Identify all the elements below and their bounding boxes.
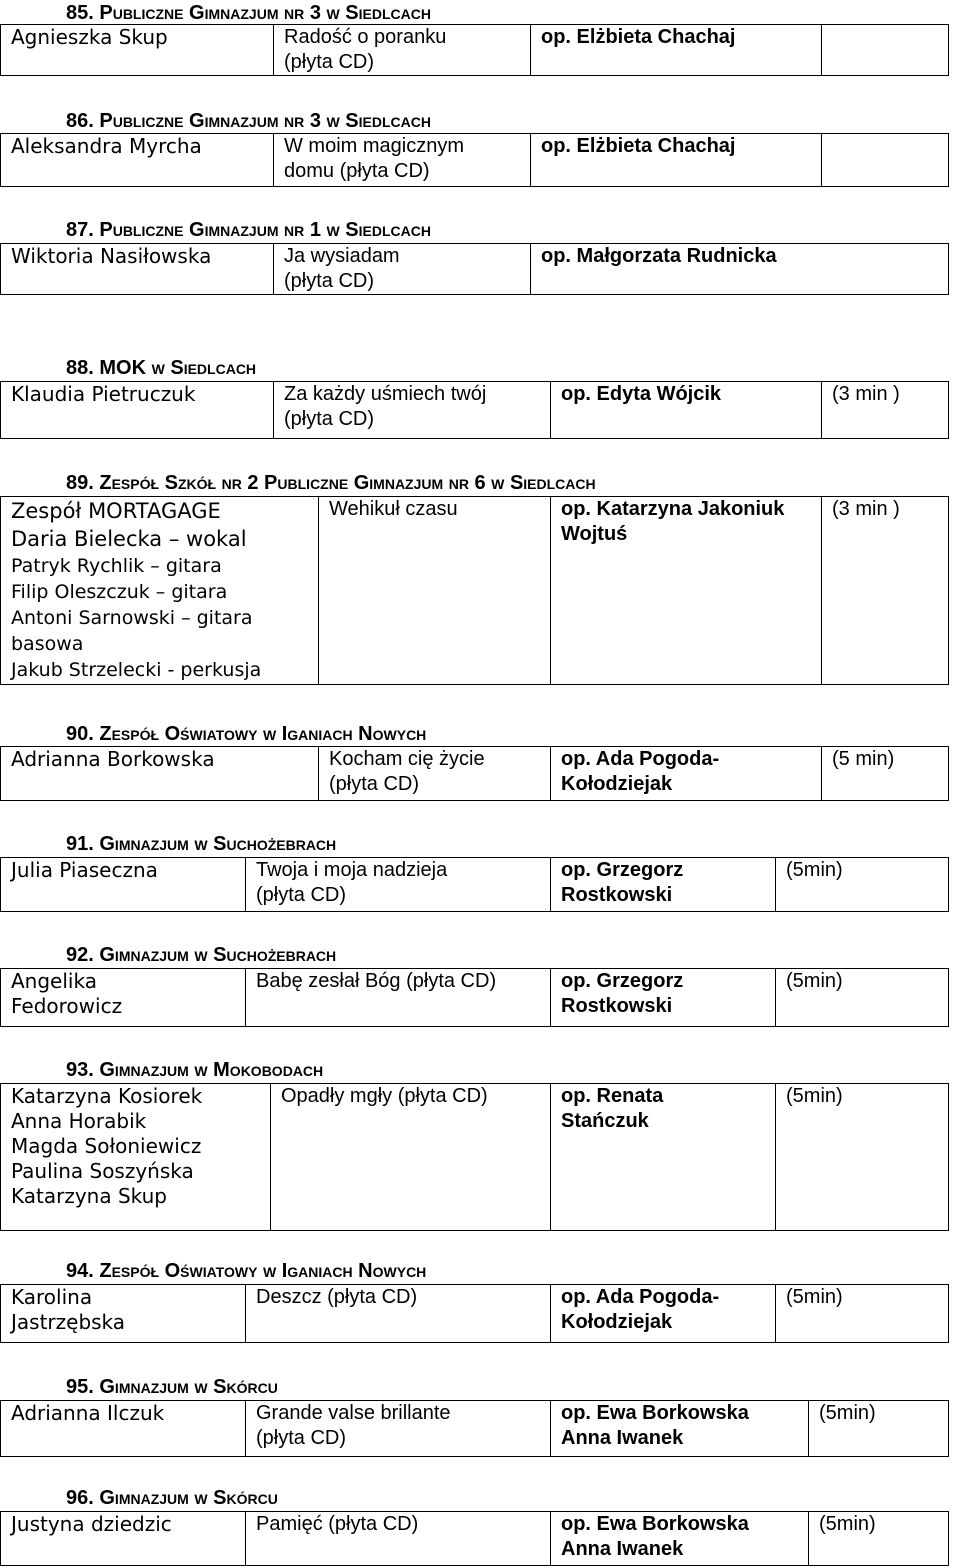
duration-cell: (5min) (776, 1285, 949, 1343)
performer-cell: Angelika Fedorowicz (1, 969, 246, 1027)
school-name: Publiczne Gimnazjum nr 1 w Siedlcach (99, 219, 431, 241)
song-title-cell: Opadły mgły (płyta CD) (271, 1084, 551, 1231)
school-name: Gimnazjum w Suchożebrach (99, 833, 337, 855)
entry-header (66, 1487, 278, 1509)
song-title-cell: Pamięć (płyta CD) (246, 1512, 551, 1566)
teacher-cell: op. Renata Stańczuk (551, 1084, 776, 1231)
performer-cell: Karolina Jastrzębska (1, 1285, 246, 1343)
school-name: Gimnazjum w Skórcu (99, 1376, 278, 1398)
entry-number: 96. (66, 1487, 94, 1509)
song-title-cell: Babę zesłał Bóg (płyta CD) (246, 969, 551, 1027)
entry-row (0, 1511, 949, 1566)
entry-number: 94. (66, 1260, 94, 1282)
teacher-cell: op. Grzegorz Rostkowski (551, 969, 776, 1027)
performer-cell: Adrianna Ilczuk (1, 1401, 246, 1457)
teacher-cell: op. Ada Pogoda- Kołodziejak (551, 747, 822, 801)
entry-number: 91. (66, 833, 94, 855)
entry-number: 92. (66, 944, 94, 966)
teacher-cell: op. Małgorzata Rudnicka (531, 244, 949, 295)
school-name: Zespół Szkół nr 2 Publiczne Gimnazjum nr 6 w Siedlcach (99, 472, 596, 494)
entry-number: 86. (66, 110, 94, 132)
duration-cell: (5min) (776, 858, 949, 912)
duration-cell: (5min) (809, 1401, 949, 1457)
entry-row (0, 746, 949, 801)
entry-header (66, 1059, 323, 1081)
band-members: Patryk Rychlik – gitara Filip Oleszczuk – gitara Antoni Sarnowski – gitara basowa Jakub Strzelecki - perkusja (11, 555, 262, 681)
entry-header (66, 110, 431, 132)
duration-cell: (5 min) (822, 747, 949, 801)
entry-row (0, 381, 949, 439)
school-name: Gimnazjum w Skórcu (99, 1487, 278, 1509)
song-title-cell: Deszcz (płyta CD) (246, 1285, 551, 1343)
entry-header (66, 723, 426, 745)
school-name: Zespół Oświatowy w Iganiach Nowych (99, 1260, 427, 1282)
performer-cell: Katarzyna Kosiorek Anna Horabik Magda Sołoniewicz Paulina Soszyńska Katarzyna Skup (1, 1084, 271, 1231)
performer-cell: Aleksandra Myrcha (1, 134, 274, 187)
entry-header (66, 2, 431, 24)
song-title-cell: Grande valse brillante (płyta CD) (246, 1401, 551, 1457)
entry-number: 85. (66, 2, 94, 24)
band-name: Zespół MORTAGAGE Daria Bielecka – wokal (11, 499, 247, 551)
duration-cell (822, 25, 949, 76)
performer-cell: Agnieszka Skup (1, 25, 274, 76)
performer-cell: Justyna dziedzic (1, 1512, 246, 1566)
duration-cell: (5min) (776, 1084, 949, 1231)
teacher-cell: op. Elżbieta Chachaj (531, 134, 822, 187)
school-name: Gimnazjum w Mokobodach (99, 1059, 324, 1081)
teacher-cell: op. Ewa Borkowska Anna Iwanek (551, 1512, 809, 1566)
entry-number: 90. (66, 723, 94, 745)
school-name: MOK w Siedlcach (99, 357, 257, 379)
song-title-cell: Radość o poranku (płyta CD) (274, 25, 531, 76)
entry-number: 88. (66, 357, 94, 379)
duration-cell (822, 134, 949, 187)
entry-row (0, 243, 949, 295)
song-title-cell: Ja wysiadam (płyta CD) (274, 244, 531, 295)
entry-row (0, 1083, 949, 1231)
school-name: Gimnazjum w Suchożebrach (99, 944, 337, 966)
duration-cell: (3 min ) (822, 382, 949, 439)
entry-number: 95. (66, 1376, 94, 1398)
teacher-cell: op. Elżbieta Chachaj (531, 25, 822, 76)
entry-row (0, 968, 949, 1027)
entry-number: 93. (66, 1059, 94, 1081)
performer-cell: Adrianna Borkowska (1, 747, 319, 801)
school-name: Publiczne Gimnazjum nr 3 w Siedlcach (99, 2, 431, 24)
entry-header (66, 357, 256, 379)
performer-cell: Julia Piaseczna (1, 858, 246, 912)
entry-header (66, 944, 336, 966)
entry-row (0, 1400, 949, 1457)
school-name: Publiczne Gimnazjum nr 3 w Siedlcach (99, 110, 431, 132)
entry-header (66, 472, 596, 494)
entry-header (66, 833, 336, 855)
song-title-cell: Kocham cię życie (płyta CD) (319, 747, 551, 801)
school-name: Zespół Oświatowy w Iganiach Nowych (99, 723, 427, 745)
teacher-cell: op. Grzegorz Rostkowski (551, 858, 776, 912)
entry-number: 87. (66, 219, 94, 241)
performer-cell: Klaudia Pietruczuk (1, 382, 274, 439)
performer-cell: Wiktoria Nasiłowska (1, 244, 274, 295)
teacher-cell: op. Katarzyna Jakoniuk Wojtuś (551, 497, 822, 685)
entry-row (0, 1284, 949, 1343)
entry-row (0, 24, 949, 76)
song-title-cell: Wehikuł czasu (319, 497, 551, 685)
entry-row (0, 857, 949, 912)
teacher-cell: op. Ada Pogoda- Kołodziejak (551, 1285, 776, 1343)
duration-cell: (5min) (776, 969, 949, 1027)
duration-cell: (3 min ) (822, 497, 949, 685)
entry-row (0, 496, 949, 685)
entry-header (66, 1376, 278, 1398)
teacher-cell: op. Ewa Borkowska Anna Iwanek (551, 1401, 809, 1457)
song-title-cell: Twoja i moja nadzieja (płyta CD) (246, 858, 551, 912)
entry-row (0, 133, 949, 187)
duration-cell: (5min) (809, 1512, 949, 1566)
teacher-cell: op. Edyta Wójcik (551, 382, 822, 439)
entry-header (66, 219, 431, 241)
song-title-cell: W moim magicznym domu (płyta CD) (274, 134, 531, 187)
performer-cell (1, 497, 319, 685)
entry-header (66, 1260, 426, 1282)
entry-number: 89. (66, 472, 94, 494)
song-title-cell: Za każdy uśmiech twój (płyta CD) (274, 382, 551, 439)
